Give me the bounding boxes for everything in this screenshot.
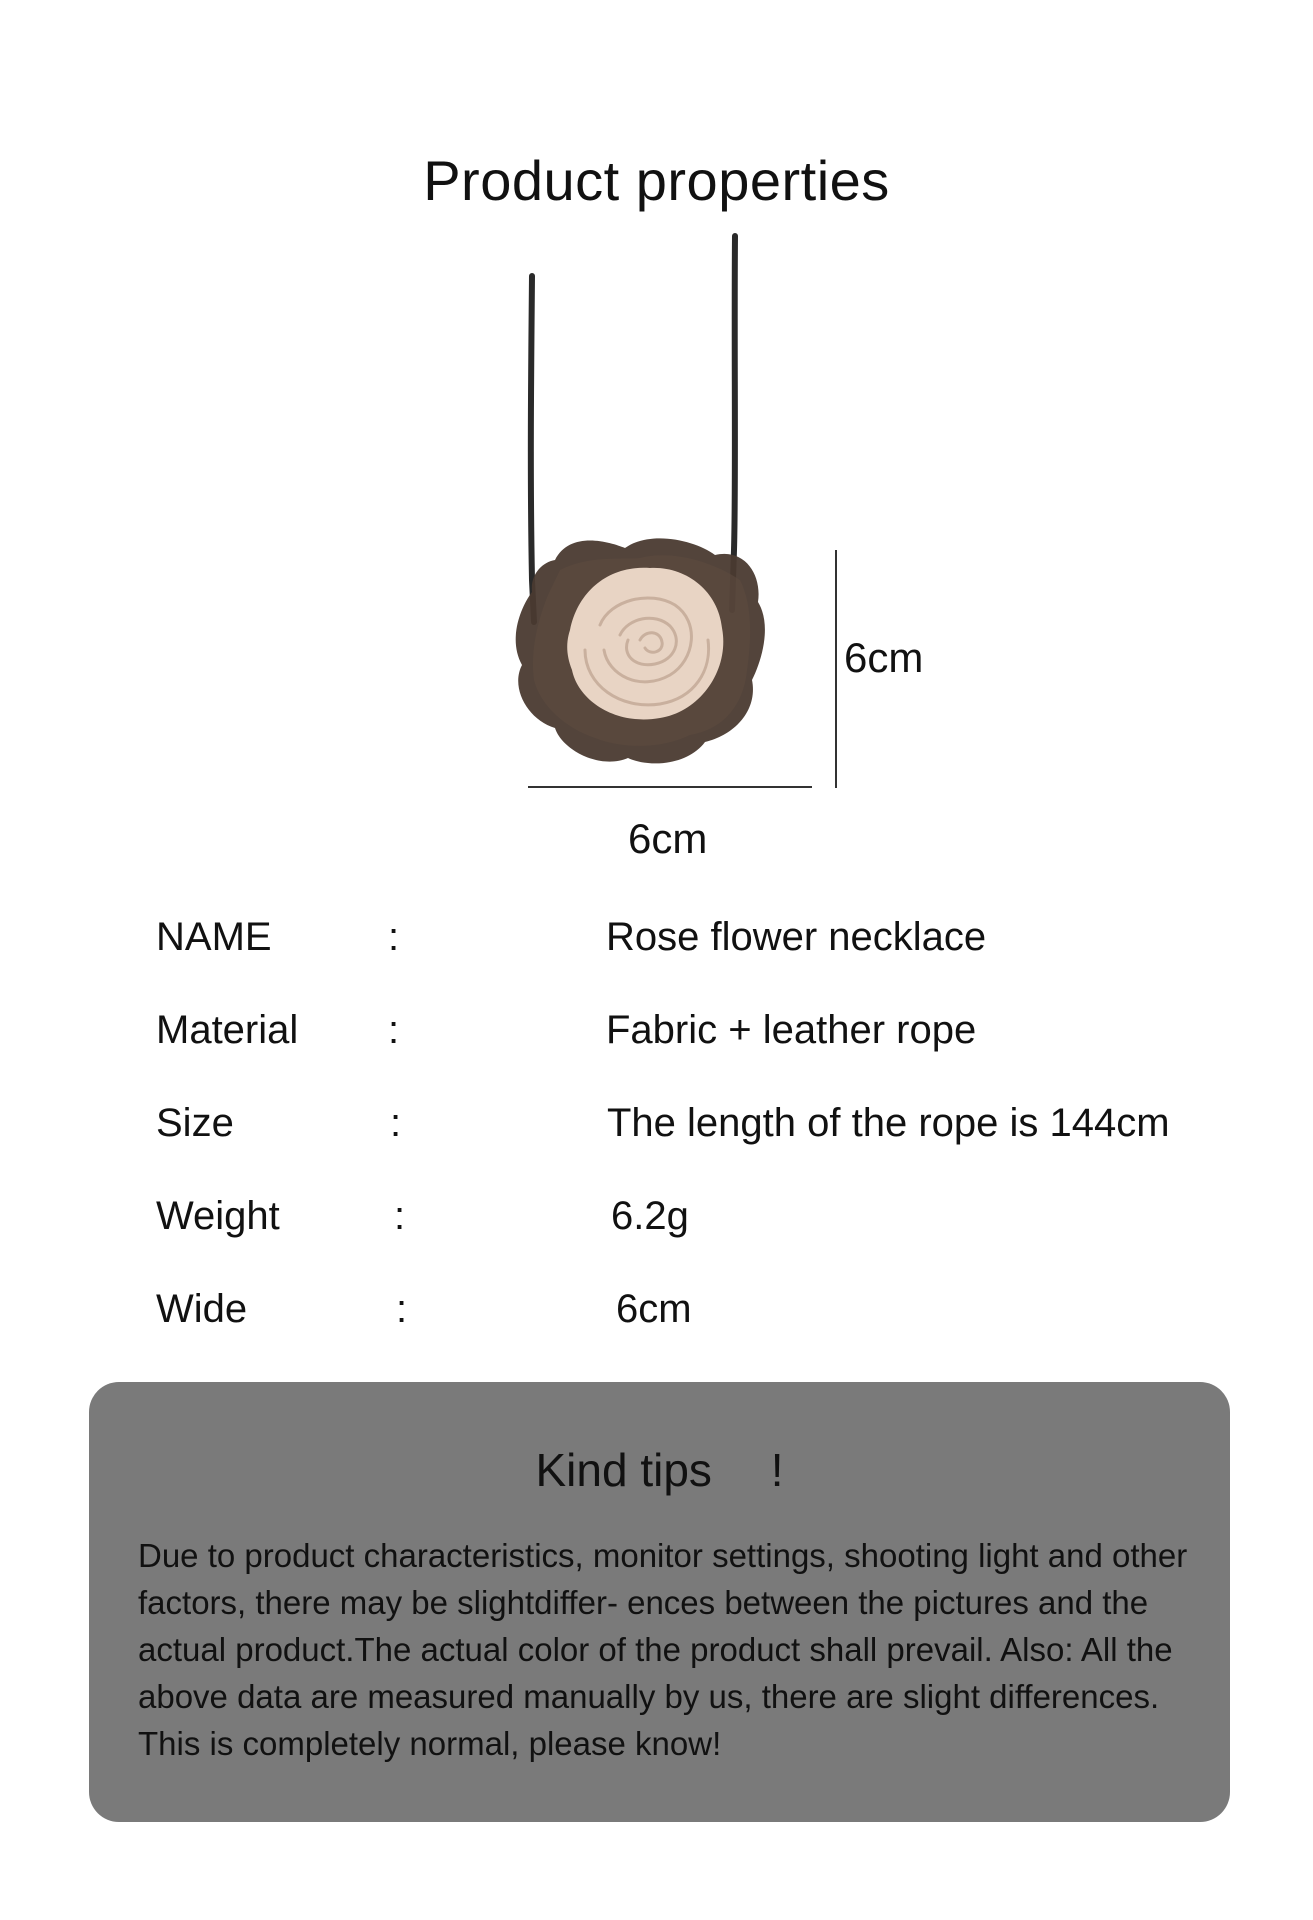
property-colon: : [394, 1194, 406, 1238]
kind-tips-title: Kind tips ! [535, 1444, 784, 1496]
page-title: Product properties [423, 149, 890, 212]
property-row-weight [156, 1194, 1206, 1254]
property-value: Rose flower necklace [606, 915, 987, 959]
property-row-name [156, 915, 1206, 975]
property-label: Wide [156, 1287, 248, 1331]
property-colon: : [396, 1287, 408, 1331]
inner-rose [567, 568, 723, 720]
rope-left [531, 276, 534, 622]
property-value: 6cm [616, 1287, 692, 1331]
property-colon: : [388, 1008, 400, 1052]
property-label: Size [156, 1101, 234, 1145]
property-label: NAME [156, 915, 272, 959]
rope-right [732, 236, 735, 610]
property-label: Material [156, 1008, 299, 1052]
property-value: Fabric + leather rope [606, 1008, 977, 1052]
product-image [500, 230, 840, 830]
kind-tips-panel [89, 1382, 1230, 1822]
property-colon: : [388, 915, 400, 959]
property-value: The length of the rope is 144cm [607, 1101, 1170, 1145]
kind-tips-body: Due to product characteristics, monitor settings, shooting light and other factors, there may be slightdiffer- ences between the pictures and the actual product.The actual color of the product shall prevail. Also: All the above data are measured manually by us, there are slight differences. This is completely normal, please know! [138, 1537, 1188, 1762]
height-dimension-label: 6cm [844, 634, 924, 681]
property-row-material [156, 1008, 1206, 1068]
property-colon: : [390, 1101, 402, 1145]
property-value: 6.2g [611, 1194, 689, 1238]
width-dimension-label: 6cm [628, 815, 708, 862]
property-row-wide [156, 1287, 1206, 1347]
property-label: Weight [156, 1194, 280, 1238]
property-row-size [156, 1101, 1206, 1161]
